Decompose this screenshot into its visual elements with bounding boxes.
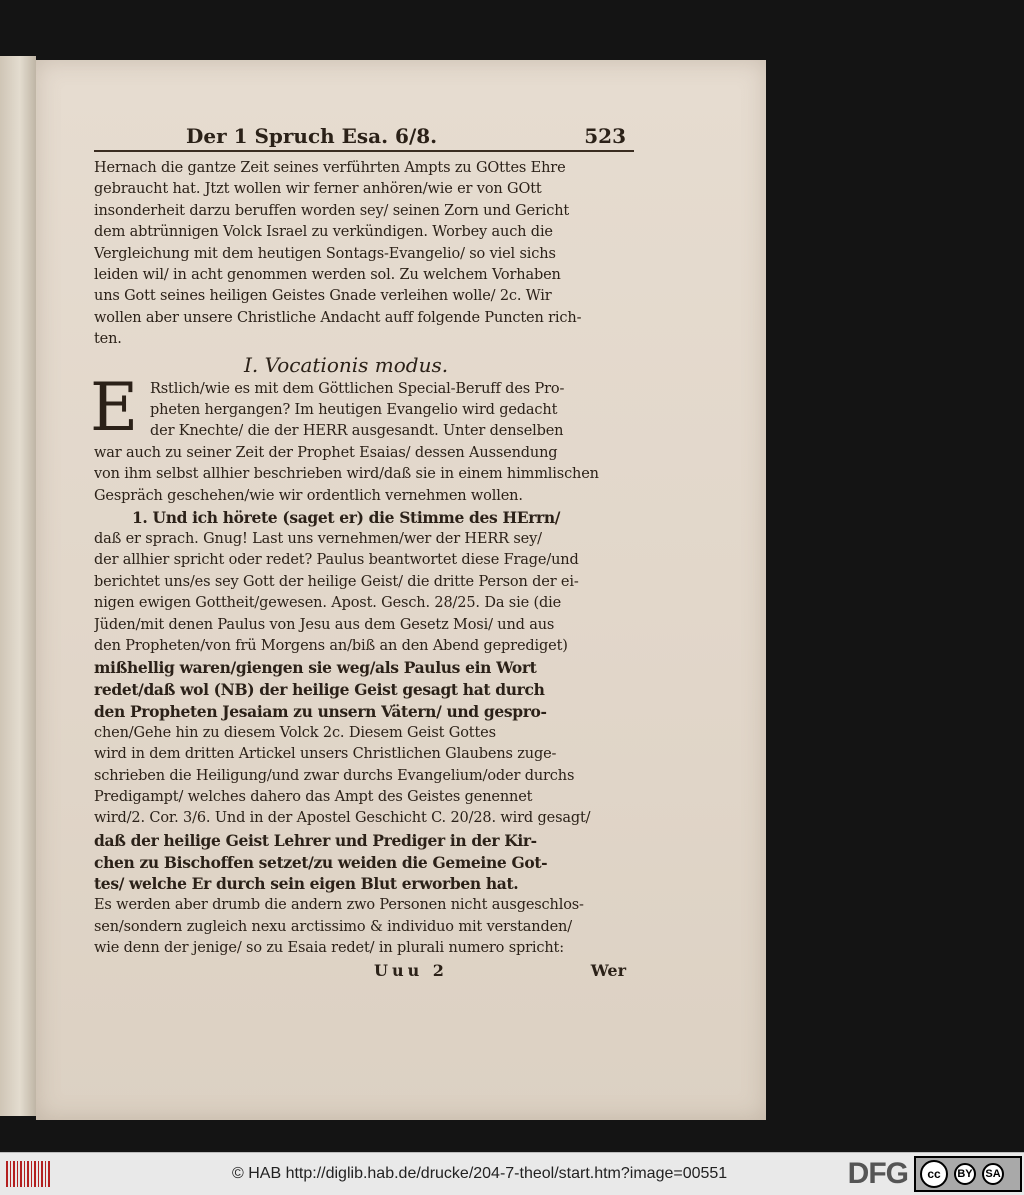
book-page [36,60,766,1120]
running-head [94,124,634,152]
text-line: den Propheten Jesaiam zu unsern Vätern/ und gespro- [94,701,547,721]
text-line: wird in dem dritten Artickel unsers Christlichen Glaubens zuge- [94,746,557,763]
by-icon: BY [954,1163,976,1185]
text-line: Gespräch geschehen/wie wir ordentlich vernehmen wollen. [94,487,523,504]
sa-icon: SA [982,1163,1004,1185]
text-line: schrieben die Heiligung/und zwar durchs Evangelium/oder durchs [94,767,575,784]
text-line: Es werden aber drumb die andern zwo Personen nicht ausgeschlos- [94,897,584,914]
text-line: ten. [94,331,122,348]
text-line: den Propheten/von frü Morgens an/biß an den Abend geprediget) [94,637,568,654]
text-line: gebraucht hat. Jtzt wollen wir ferner anhören/wie er von GOtt [94,181,542,198]
copyright-link[interactable]: © HAB http://diglib.hab.de/drucke/204-7-theol/start.htm?image=00551 [232,1165,728,1182]
page-number: 523 [584,124,626,148]
text-line: wie denn der jenige/ so zu Esaia redet/ in plurali numero spricht: [94,939,564,956]
signature-mark: Uuu 2 [374,961,448,981]
text-line: wird/2. Cor. 3/6. Und in der Apostel Geschicht C. 20/28. wird gesagt/ [94,810,591,827]
text-line: Rstlich/wie es mit dem Göttlichen Special-Beruff des Pro- [150,380,565,397]
section-title: I. Vocationis modus. [244,352,449,377]
cc-license-badge[interactable] [914,1156,1022,1192]
text-line: mißhellig waren/giengen sie weg/als Paulus ein Wort [94,658,537,678]
text-line: chen zu Bischoffen setzet/zu weiden die Gemeine Got- [94,852,548,872]
running-head-title: Der 1 Spruch Esa. 6/8. [186,124,438,148]
text-line: der allhier spricht oder redet? Paulus beantwortet diese Frage/und [94,552,579,569]
text-line: tes/ welche Er durch sein eigen Blut erworben hat. [94,874,519,894]
text-line: von ihm selbst allhier beschrieben wird/daß sie in einem himmlischen [94,466,599,483]
text-line: 1. Und ich hörete (saget er) die Stimme des HErrn/ [132,508,561,528]
text-line: daß er sprach. Gnug! Last uns vernehmen/wer der HERR sey/ [94,530,542,547]
text-line: redet/daß wol (NB) der heilige Geist gesagt hat durch [94,680,545,700]
catchword: Wer [590,961,626,981]
previous-page-edge [0,56,36,1116]
viewer-footer [0,1152,1024,1195]
text-line: Jüden/mit denen Paulus von Jesu aus dem Gesetz Mosi/ und aus [94,616,555,633]
text-line: daß der heilige Geist Lehrer und Prediger in der Kir- [94,830,537,850]
text-line: nigen ewigen Gottheit/gewesen. Apost. Gesch. 28/25. Da sie (die [94,595,562,612]
paragraph-body [94,443,634,959]
text-line: war auch zu seiner Zeit der Prophet Esaias/ dessen Aussendung [94,444,558,461]
cc-icon: cc [920,1160,948,1188]
text-line: der Knechte/ die der HERR ausgesandt. Unter denselben [150,423,564,440]
text-line: berichtet uns/es sey Gott der heilige Geist/ die dritte Person der ei- [94,573,579,590]
text-line: uns Gott seines heiligen Geistes Gnade verleihen wolle/ 2c. Wir [94,288,552,305]
text-line: wollen aber unsere Christliche Andacht auff folgende Puncten rich- [94,309,582,326]
text-line: pheten hergangen? Im heutigen Evangelio wird gedacht [150,402,558,419]
text-line: Predigampt/ welches dahero das Ampt des Geistes genennet [94,788,533,805]
drop-capital: E [90,368,139,446]
initial-lines [150,379,634,443]
text-line: insonderheit darzu beruffen worden sey/ seinen Zorn und Gericht [94,202,570,219]
text-line: leiden wil/ in acht genommen werden sol. Zu welchem Vorhaben [94,267,561,284]
text-line: Hernach die gantze Zeit seines verführten Ampts zu GOttes Ehre [94,160,566,176]
page-foot [94,961,634,980]
text-line: Vergleichung mit dem heutigen Sontags-Evangelio/ so viel sichs [94,245,556,262]
page-text [90,124,634,981]
text-line: chen/Gehe hin zu diesem Volck 2c. Diesem Geist Gottes [94,724,496,741]
initial-paragraph [90,368,634,446]
text-line: dem abtrünnigen Volck Israel zu verkündigen. Worbey auch die [94,224,553,241]
text-line: sen/sondern zugleich nexu arctissimo & individuo mit verstanden/ [94,918,572,935]
library-barcode-icon [6,1161,50,1187]
dfg-logo[interactable]: DFG [847,1157,908,1190]
paragraph-intro [94,158,634,351]
